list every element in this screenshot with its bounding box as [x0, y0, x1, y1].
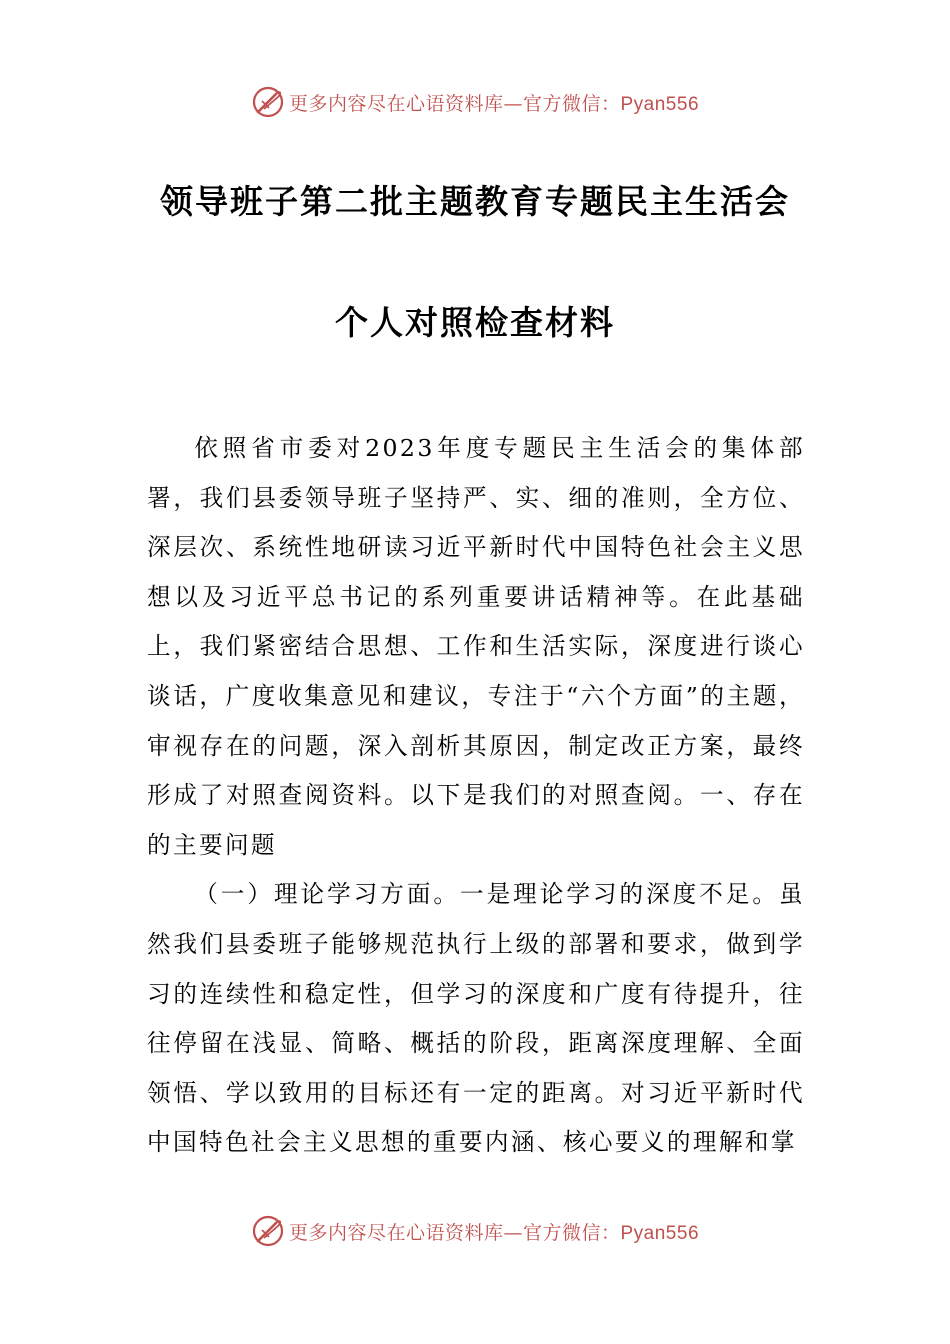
wechat-id: Pyan556 [620, 1222, 700, 1244]
quill-pen-logo-icon [251, 85, 285, 119]
body-paragraph: 依照省市委对2023年度专题民主生活会的集体部署，我们县委领导班子坚持严、实、细的准则，全方位、深层次、系统性地研读习近平新时代中国特色社会主义思想以及习近平总书记的系列重要讲话精神等。在此基础上，我们紧密结合思想、工作和生活实际，深度进行谈心谈话，广度收集意见和建议，专注于“六个方面”的主题，审视存在的问题，深入剖析其原因，制定改正方案，最终形成了对照查阅资料。以下是我们的对照查阅。一、存在的主要问题 [147, 434, 805, 859]
body-paragraph: （一）理论学习方面。一是理论学习的深度不足。虽然我们县委班子能够规范执行上级的部署和要求，做到学习的连续性和稳定性，但学习的深度和广度有待提升，往往停留在浅显、简略、概括的阶段，距离深度理解、全面领悟、学以致用的目标还有一定的距离。对习近平新时代中国特色社会主义思想的重要内涵、核心要义的理解和掌 [147, 880, 805, 1157]
header-watermark [0, 82, 950, 122]
footer-watermark [0, 1211, 950, 1251]
watermark-text: 更多内容尽在心语资料库—官方微信：Pyan556 [288, 1221, 700, 1244]
document-title-line1: 领导班子第二批主题教育专题民主生活会 [160, 182, 790, 221]
watermark-text: 更多内容尽在心语资料库—官方微信：Pyan556 [288, 92, 700, 115]
document-title-line2: 个人对照检查材料 [335, 303, 615, 342]
wechat-id: Pyan556 [620, 93, 700, 115]
quill-pen-logo-icon [251, 1214, 285, 1248]
document-body [147, 424, 805, 1168]
